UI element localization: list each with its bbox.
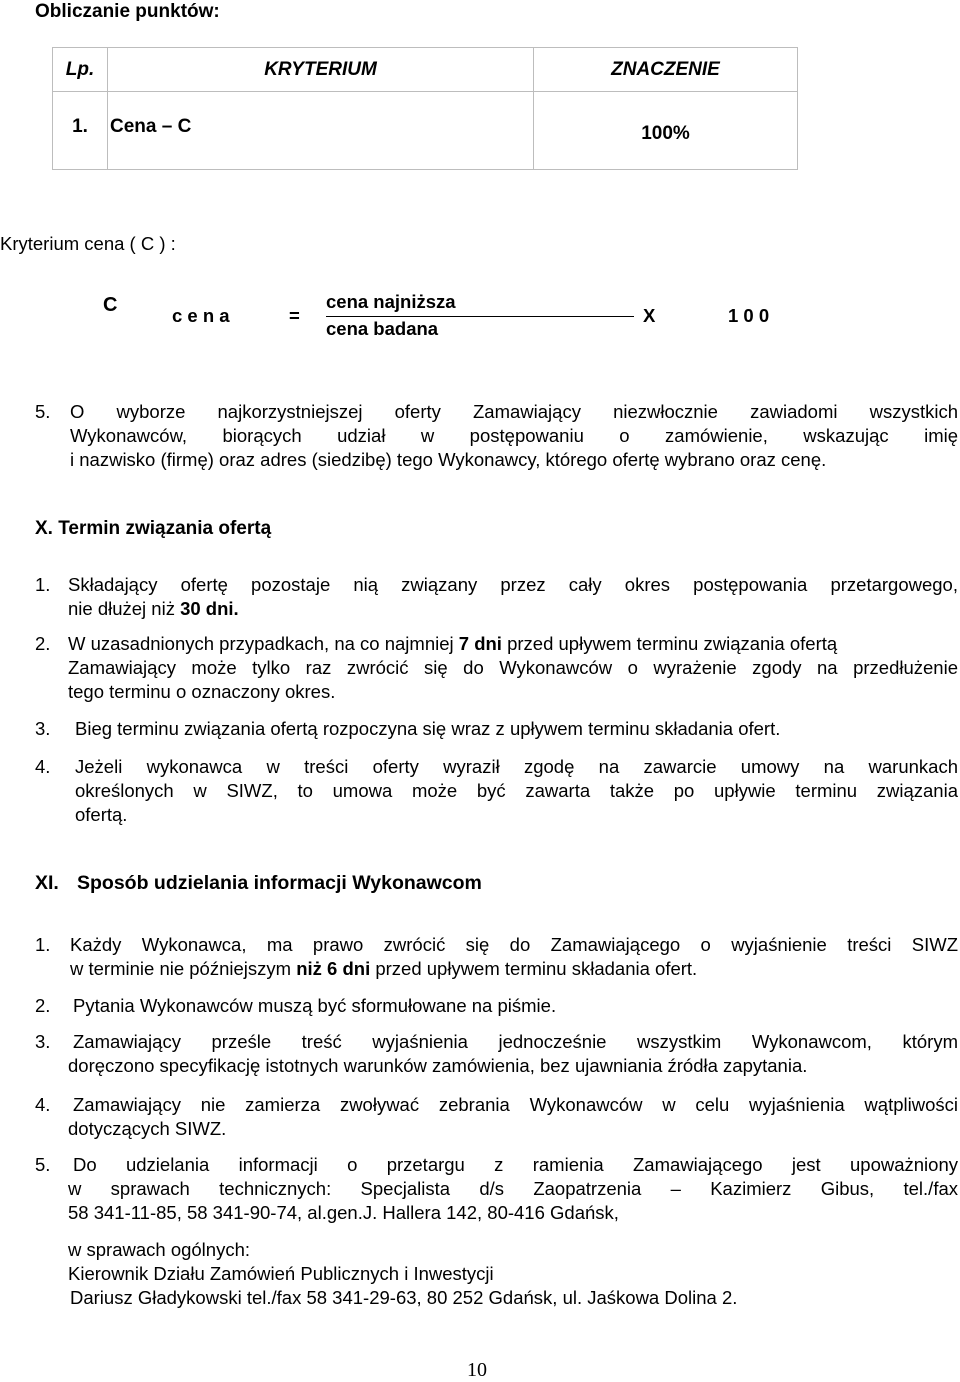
section-xi-item4-line2: dotyczących SIWZ. [68,1118,227,1139]
section-xi-item5-line1: Do udzielania informacji o przetargu z ramienia Zamawiającego jest upoważniony [73,1154,958,1175]
section-x-item4-line1: Jeżeli wykonawca w treści oferty wyraził zgodę na zawarcie umowy na warunkach [75,756,958,777]
section-xi-item1-number: 1. [35,934,51,955]
section-xi-item5-number: 5. [35,1154,51,1175]
point5-number: 5. [35,401,51,422]
cell-lp: 1. [53,92,108,170]
formula-times: X [643,305,656,326]
general-matters-line2: Dariusz Gładykowski tel./fax 58 341-29-63, 80 252 Gdańsk, ul. Jaśkowa Dolina 2. [70,1287,738,1308]
general-matters-line1: Kierownik Działu Zamówień Publicznych i Inwestycji [68,1263,494,1284]
section-xi-item1-line1: Każdy Wykonawca, ma prawo zwrócić się do Zamawiającego o wyjaśnienie treści SIWZ [70,934,958,955]
general-matters-heading: w sprawach ogólnych: [68,1239,251,1260]
formula-label: c e n a [172,305,230,326]
section-xi-item3-number: 3. [35,1031,51,1052]
section-x-item4-number: 4. [35,756,51,777]
section-xi-item5-line2: w sprawach technicznych: Specjalista d/s Zaopatrzenia – Kazimierz Gibus, tel./fax [68,1178,958,1199]
section-x-item4-line2: określonych w SIWZ, to umowa może być zawarta także po upływie terminu związania [75,780,958,801]
section-xi-item4-line1: Zamawiający nie zamierza zwoływać zebrania Wykonawców w celu wyjaśnienia wątpliwości [73,1094,958,1115]
section-x-item1-line2: nie dłużej niż 30 dni. [68,598,239,619]
cell-weight: 100% [534,92,798,170]
header-criterion: KRYTERIUM [108,48,534,92]
scoring-heading: Obliczanie punktów: [35,1,220,22]
point5-line1: O wyborze najkorzystniejszej oferty Zamawiający niezwłocznie zawiadomi wszystkich [70,401,958,422]
section-xi-item2-text: Pytania Wykonawców muszą być sformułowane na piśmie. [73,995,557,1016]
section-xi-item5-line3: 58 341-11-85, 58 341-90-74, al.gen.J. Hallera 142, 80-416 Gdańsk, [68,1202,619,1223]
formula-symbol: C [103,294,118,316]
price-criterion-heading: Kryterium cena ( C ) : [0,233,176,254]
section-x-item1-line1: Składający ofertę pozostaje nią związany przez cały okres postępowania przetargowego, [68,574,958,595]
section-xi-item1-line2: w terminie nie późniejszym niż 6 dni przed upływem terminu składania ofert. [70,958,698,979]
formula-equals: = [289,305,300,326]
formula-denominator: cena badana [326,318,439,339]
section-x-item1-number: 1. [35,574,51,595]
section-x-item3-number: 3. [35,718,51,739]
criteria-table [52,47,798,170]
section-x-item2-line2: Zamawiający może tylko raz zwrócić się do Wykonawców o wyrażenie zgody na przedłużenie [68,657,958,678]
section-xi-number: XI. [35,872,59,894]
section-x-item4-line3: ofertą. [75,804,128,825]
header-weight: ZNACZENIE [534,48,798,92]
point5-line3: i nazwisko (firmę) oraz adres (siedzibę) tego Wykonawcy, którego ofertę wybrano oraz cenę. [70,449,827,470]
page-number: 10 [467,1359,487,1381]
section-x-heading: X. Termin związania ofertą [35,518,272,539]
section-x-item2-number: 2. [35,633,51,654]
section-xi-item3-line2: doręczono specyfikację istotnych warunków zamówienia, bez ujawniania źródła zapytania. [68,1055,808,1076]
section-xi-heading: Sposób udzielania informacji Wykonawcom [77,872,482,894]
section-x-item2-line1: W uzasadnionych przypadkach, na co najmniej 7 dni przed upływem terminu związania ofertą [68,633,838,654]
section-xi-item4-number: 4. [35,1094,51,1115]
section-xi-item3-line1: Zamawiający prześle treść wyjaśnienia jednocześnie wszystkim Wykonawcom, którym [73,1031,958,1052]
cell-criterion: Cena – C [108,92,534,170]
section-x-item3-text: Bieg terminu związania ofertą rozpoczyna się wraz z upływem terminu składania ofert. [75,718,781,739]
point5-line2: Wykonawców, biorących udział w postępowaniu o zamówienie, wskazując imię [70,425,958,446]
formula-numerator: cena najniższa [326,291,456,312]
header-lp: Lp. [53,48,108,92]
table-row [53,92,798,170]
formula-multiplier: 1 0 0 [728,305,770,326]
section-x-item2-line3: tego terminu o oznaczony okres. [68,681,336,702]
section-xi-item2-number: 2. [35,995,51,1016]
criteria-table-header [53,48,798,92]
